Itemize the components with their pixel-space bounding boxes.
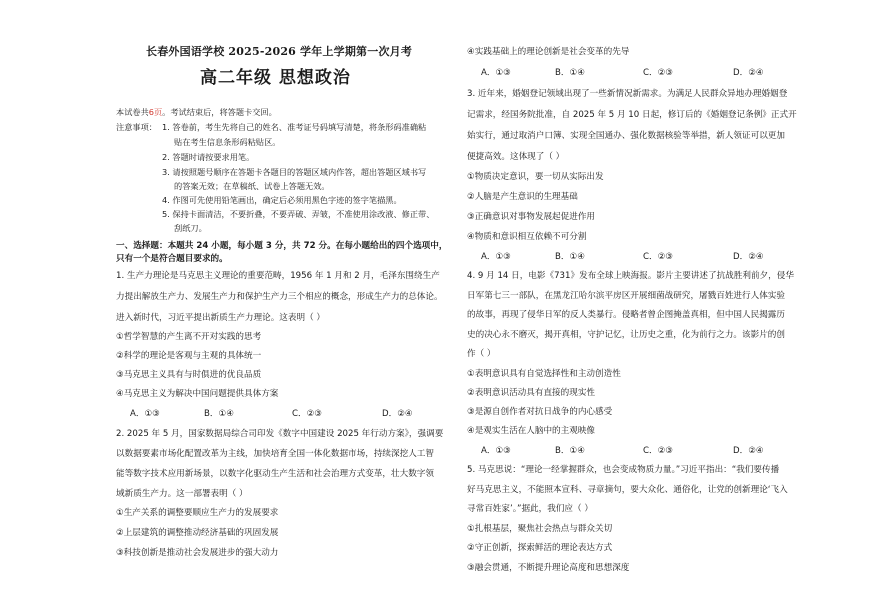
q1-statement: ①哲学智慧的产生离不开对实践的思考	[116, 332, 262, 342]
q1-option-a[interactable]: A．①③	[130, 409, 160, 419]
q1-statement: ③马克思主义具有与时俱进的优良品质	[116, 370, 262, 380]
q5-statement: ②守正创新，探索鲜活的理论表达方式	[467, 543, 613, 553]
q5-text: 寻常百姓家’。”据此，我们应（ ）	[467, 504, 593, 514]
q4-statement: ③是源自创作者对抗日战争的内心感受	[467, 407, 613, 417]
q4-statement: ④是观实生活在人脑中的主观映像	[467, 426, 596, 436]
q2-text: 域新质生产力。这一部署表明（ ）	[116, 489, 248, 499]
pages-count: 6页	[148, 107, 163, 117]
notes-item: 的答案无效；在草稿纸、试卷上答题无效。	[174, 181, 330, 191]
notes-item: 4. 作图可先使用铅笔画出，确定后必须用黑色字迹的签字笔描黑。	[162, 195, 402, 205]
q1-statement: ④马克思主义为解决中国问题提供具体方案	[116, 389, 279, 399]
notes-item: 刮纸刀。	[174, 223, 207, 233]
q2-text: 2. 2025 年 5 月，国家数据局综合司印发《数字中国建设 2025 年行动方案》，强调要	[116, 429, 444, 439]
q1-option-b[interactable]: B．①④	[204, 409, 234, 419]
notes-item: 贴在考生信息条形码粘贴区。	[174, 137, 281, 147]
q4-text: 日军第七三一部队，在黑龙江哈尔滨平房区开展细菌战研究，屠戮百姓进行人体实验	[467, 291, 785, 301]
q3-option-c[interactable]: C．②③	[643, 252, 674, 262]
q1-text: 力提出解放生产力、发展生产力和保护生产力三个相应的概念，形成生产力的总体论。	[116, 292, 443, 302]
q4-option-b[interactable]: B．①④	[555, 446, 585, 456]
q4-option-c[interactable]: C．②③	[643, 446, 674, 456]
q3-option-d[interactable]: D．②④	[733, 252, 764, 262]
q1-statement: ②科学的理论是客观与主观的具体统一	[116, 351, 262, 361]
q5-text: 好马克思主义，不能照本宣科、寻章摘句，要大众化、通俗化，让党的创新理论‘飞入	[467, 485, 788, 495]
q4-option-a[interactable]: A．①③	[481, 446, 511, 456]
q2-text: 能等数字技术应用新场景，以数字化驱动生产生活和社会治理方式变革，壮大数字领	[116, 469, 434, 479]
q1-option-c[interactable]: C．②③	[292, 409, 323, 419]
q3-statement: ③正确意识对事物发展起促进作用	[467, 212, 596, 222]
q3-text: 始实行，通过取消户口簿、实现全国通办、强化数据核验等举措，新人领证可以更加	[467, 131, 785, 141]
notes-item: 1. 答卷前，考生先将自己的姓名、准考证号码填写清楚，将条形码准确粘	[162, 122, 427, 132]
q3-text: 便捷高效。这体现了（ ）	[467, 152, 565, 162]
q2-option-d[interactable]: D．②④	[733, 68, 764, 78]
q4-text: 作（ ）	[467, 349, 496, 359]
pages-suffix: 。考试结束后，将答题卡交回。	[162, 107, 277, 117]
q1-option-d[interactable]: D．②④	[382, 409, 413, 419]
q3-statement: ②人脑是产生意识的生理基础	[467, 192, 578, 202]
q2-option-b[interactable]: B．①④	[555, 68, 585, 78]
notes-item: 3. 请按照题号顺序在答题卡各题目的答题区域内作答，超出答题区域书写	[162, 167, 427, 177]
q2-text: 以数据要素市场化配置改革为主线，加快培育全国一体化数据市场，持续深挖人工智	[116, 449, 434, 459]
pages-prefix: 本试卷共	[116, 107, 149, 117]
notes-item: 2. 答题时请按要求用笔。	[162, 152, 255, 162]
q4-text: 的故事，再现了侵华日军的反人类暴行。侵略者曾企图掩盖真相，但中国人民揭露历	[467, 310, 785, 320]
q3-option-b[interactable]: B．①④	[555, 252, 585, 262]
q3-statement: ①物质决定意识，要一切从实际出发	[467, 172, 604, 182]
q4-text: 史的决心永不磨灭，揭开真相，守护记忆，让历史之重，化为前行之力。该影片的创	[467, 330, 785, 340]
q2-option-c[interactable]: C．②③	[643, 68, 674, 78]
q3-text: 记需求，经国务院批准，自 2025 年 5 月 10 日起，修订后的《婚姻登记条例》正式开	[467, 110, 797, 120]
q5-text: 5. 马克思说：“理论一经掌握群众，也会变成物质力量。”习近平指出：“我们要传播	[467, 465, 780, 475]
q1-text: 1. 生产力理论是马克思主义理论的重要范畴，1956 年 1 月和 2 月，毛泽东围绕生产	[116, 271, 440, 281]
q3-option-a[interactable]: A．①③	[481, 252, 511, 262]
q4-option-d[interactable]: D．②④	[733, 446, 764, 456]
q3-text: 3. 近年来，婚姻登记领域出现了一些新情况新需求。为满足人民群众异地办理婚姻登	[467, 89, 788, 99]
q2-statement: ②上层建筑的调整推动经济基础的巩固发展	[116, 528, 279, 538]
q5-statement: ③融会贯通，不断提升理论高度和思想深度	[467, 563, 630, 573]
q4-statement: ②表明意识活动具有直接的现实性	[467, 388, 596, 398]
q2-statement: ③科技创新是推动社会发展进步的强大动力	[116, 548, 279, 558]
school-title: 长春外国语学校 2025-2026 学年上学期第一次月考	[146, 45, 413, 58]
q5-statement: ①扎根基层，聚焦社会热点与群众关切	[467, 524, 613, 534]
q2-option-a[interactable]: A．①③	[481, 68, 511, 78]
q3-statement: ④物质和意识相互依赖不可分割	[467, 232, 587, 242]
subject-title: 高二年级 思想政治	[200, 68, 351, 88]
q1-text: 进入新时代，习近平提出新质生产力理论。这表明（ ）	[116, 313, 325, 323]
section-heading-cont: 只有一个是符合题目要求的。	[116, 254, 228, 264]
q2-statement: ④实践基础上的理论创新是社会变革的先导	[467, 47, 630, 57]
section-heading: 一、选择题：本题共 24 小题，每小题 3 分，共 72 分。在每小题给出的四个选项中，	[116, 241, 448, 251]
q4-statement: ①表明意识具有自觉选择性和主动创造性	[467, 369, 621, 379]
notes-label: 注意事项：	[116, 122, 157, 132]
q4-text: 4. 9 月 14 日，电影《731》发布全球上映海报。影片主要讲述了抗战胜利前夕，侵华	[467, 271, 794, 281]
pages-note	[116, 106, 277, 118]
notes-item: 5. 保持卡面清洁，不要折叠，不要弄破、弄皱，不准使用涂改液、修正带、	[162, 209, 435, 219]
q2-statement: ①生产关系的调整要顺应生产力的发展要求	[116, 508, 279, 518]
